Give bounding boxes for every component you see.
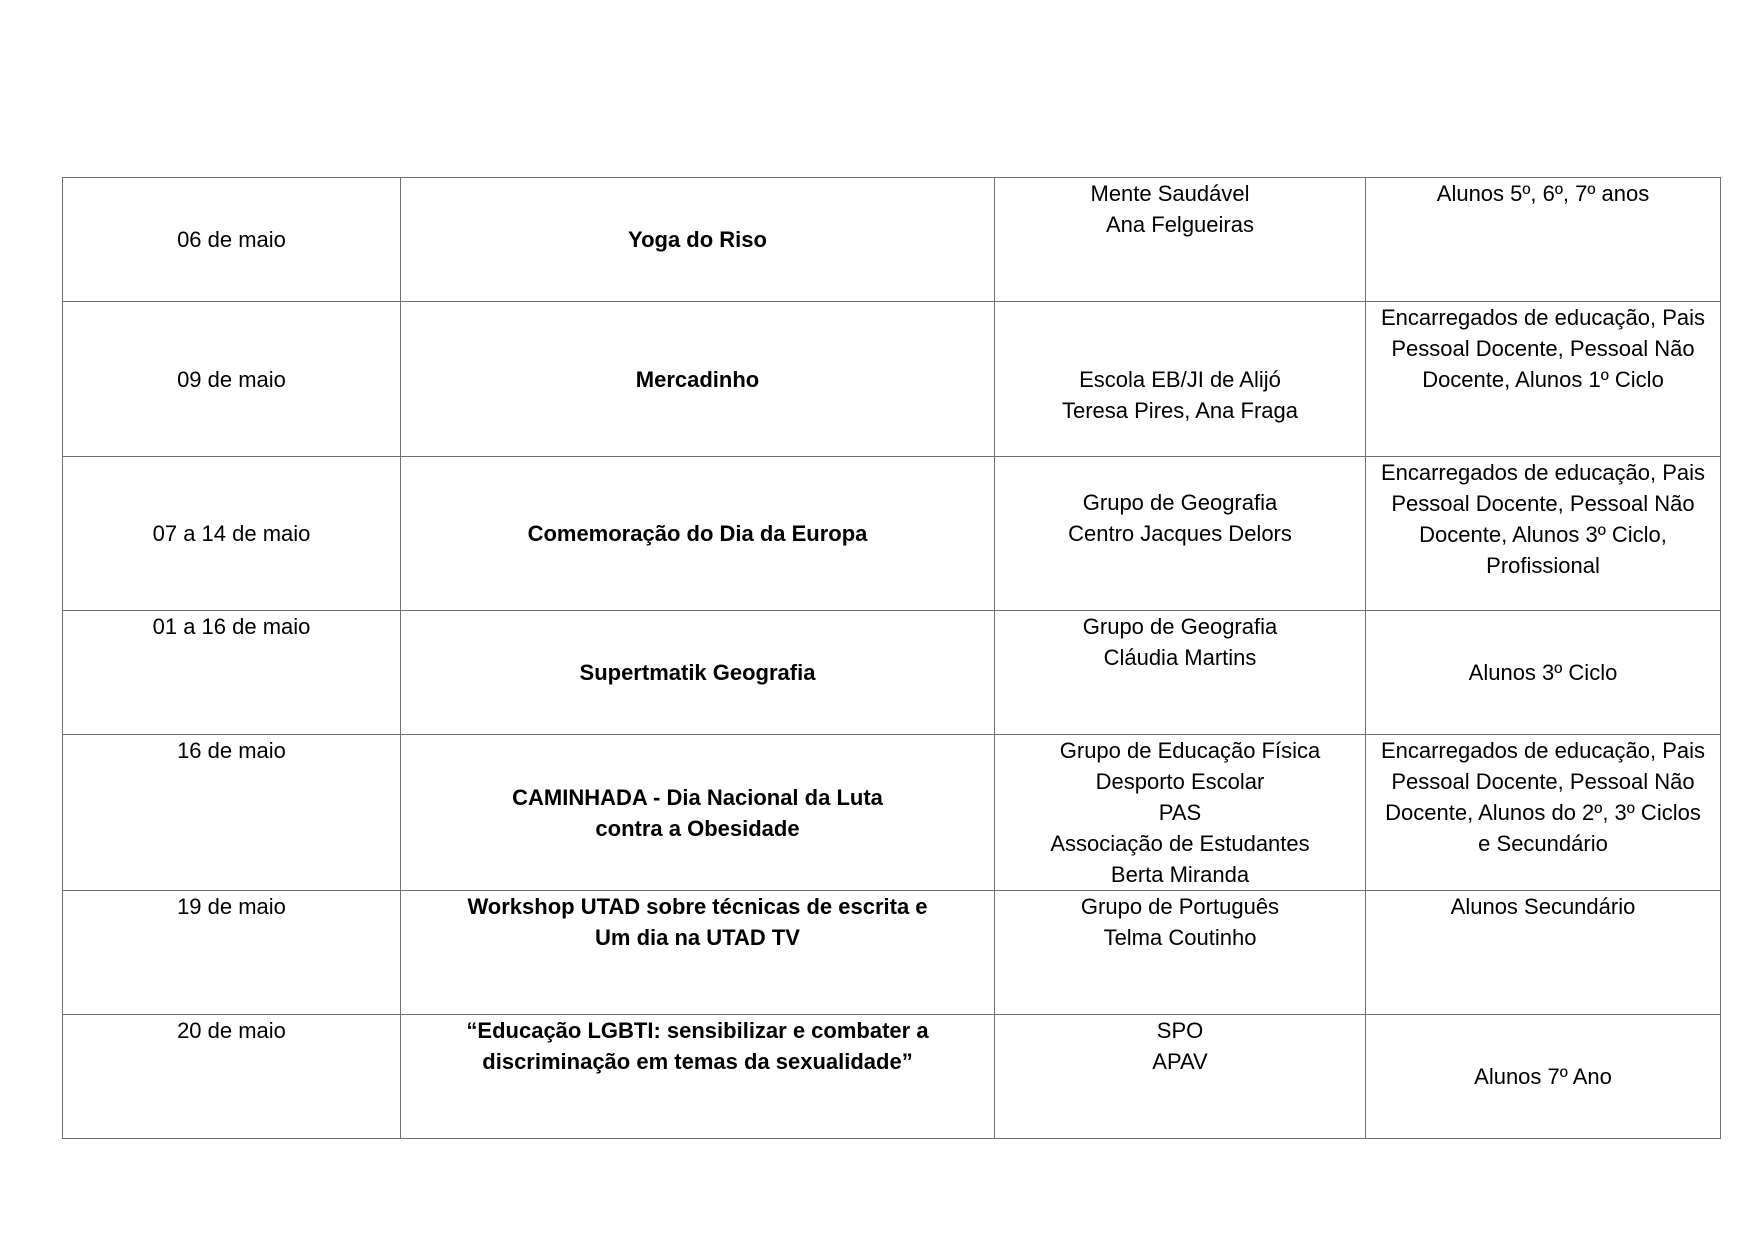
activity-cell (401, 735, 995, 891)
organizer-line: Berta Miranda (1110, 862, 1250, 887)
audience-line: Encarregados de educação, Pais (1380, 305, 1706, 330)
table-row (63, 178, 1721, 302)
date-cell (63, 735, 401, 891)
audience-line: Alunos 3º Ciclo (1468, 660, 1618, 685)
audience-line: Profissional (1486, 553, 1600, 578)
table-row (63, 302, 1721, 457)
audience-cell (1366, 1015, 1721, 1139)
audience-cell (1366, 178, 1721, 302)
activity-cell (401, 891, 995, 1015)
activity-text: contra a Obesidade (595, 815, 800, 841)
date-text: 09 de maio (177, 366, 286, 392)
audience-line: Alunos 5º, 6º, 7º anos (1436, 181, 1650, 206)
organizer-line: Centro Jacques Delors (1068, 521, 1292, 546)
audience-cell (1366, 735, 1721, 891)
activity-text: Um dia na UTAD TV (595, 925, 800, 950)
audience-line: Docente, Alunos 3º Ciclo, (1419, 522, 1667, 547)
organizer-line: Telma Coutinho (1103, 925, 1257, 950)
date-cell (63, 611, 401, 735)
table-row (63, 1015, 1721, 1139)
organizer-line: Escola EB/JI de Alijó (1079, 367, 1281, 392)
table-row (63, 457, 1721, 611)
activity-cell (401, 302, 995, 457)
audience-line: Docente, Alunos do 2º, 3º Ciclos (1385, 800, 1701, 825)
activity-text: Comemoração do Dia da Europa (527, 521, 868, 546)
organizer-cell (995, 611, 1366, 735)
date-cell (63, 178, 401, 302)
activity-cell (401, 457, 995, 611)
organizer-cell (995, 302, 1366, 457)
organizer-cell (995, 178, 1366, 302)
organizer-line: Desporto Escolar (1095, 769, 1265, 794)
date-cell (63, 1015, 401, 1139)
organizer-line: Grupo de Educação Física (1059, 738, 1321, 763)
activity-cell (401, 178, 995, 302)
date-text: 07 a 14 de maio (152, 521, 311, 546)
organizer-line: Associação de Estudantes (1050, 831, 1310, 856)
organizer-line: Ana Felgueiras (1106, 212, 1254, 237)
activity-text: discriminação em temas da sexualidade” (482, 1049, 913, 1074)
organizer-line: Grupo de Português (1080, 894, 1280, 919)
organizer-line: Grupo de Geografia (1082, 614, 1278, 639)
organizer-line: SPO (1156, 1018, 1204, 1043)
date-text: 06 de maio (177, 227, 286, 252)
table-row (63, 735, 1721, 891)
organizer-line: Mente Saudável (1090, 181, 1250, 206)
organizer-line: PAS (1158, 800, 1202, 825)
date-text: 19 de maio (177, 894, 286, 919)
audience-line: Alunos 7º Ano (1474, 1064, 1612, 1089)
organizer-cell (995, 735, 1366, 891)
audience-line: Encarregados de educação, Pais (1380, 738, 1706, 763)
organizer-cell (995, 1015, 1366, 1139)
date-cell (63, 457, 401, 611)
organizer-line: Cláudia Martins (1103, 645, 1257, 670)
audience-cell (1366, 457, 1721, 611)
activity-text: CAMINHADA - Dia Nacional da Luta (512, 784, 883, 810)
date-text: 01 a 16 de maio (152, 614, 311, 639)
organizer-cell (995, 891, 1366, 1015)
activity-text: Yoga do Riso (628, 227, 767, 252)
table-row (63, 891, 1721, 1015)
audience-line: Pessoal Docente, Pessoal Não (1391, 769, 1695, 794)
activity-cell (401, 1015, 995, 1139)
organizer-line: Teresa Pires, Ana Fraga (1061, 398, 1298, 423)
audience-cell (1366, 611, 1721, 735)
audience-line: Docente, Alunos 1º Ciclo (1422, 367, 1664, 392)
date-text: 20 de maio (177, 1018, 286, 1043)
organizer-line: Grupo de Geografia (1082, 490, 1278, 515)
audience-line: Encarregados de educação, Pais (1380, 460, 1706, 485)
audience-cell (1366, 891, 1721, 1015)
audience-line: e Secundário (1478, 831, 1608, 856)
activity-text: “Educação LGBTI: sensibilizar e combater a (466, 1018, 929, 1043)
date-text: 16 de maio (177, 738, 286, 763)
activity-cell (401, 611, 995, 735)
date-cell (63, 302, 401, 457)
activity-text: Workshop UTAD sobre técnicas de escrita e (467, 894, 928, 919)
audience-line: Pessoal Docente, Pessoal Não (1391, 491, 1695, 516)
audience-cell (1366, 302, 1721, 457)
audience-line: Pessoal Docente, Pessoal Não (1391, 336, 1695, 361)
organizer-cell (995, 457, 1366, 611)
date-cell (63, 891, 401, 1015)
organizer-line: APAV (1152, 1049, 1208, 1074)
activity-text: Supertmatik Geografia (579, 660, 816, 685)
table-row (63, 611, 1721, 735)
audience-line: Alunos Secundário (1450, 894, 1636, 919)
activities-table (62, 177, 1721, 1139)
activity-text: Mercadinho (635, 366, 760, 392)
